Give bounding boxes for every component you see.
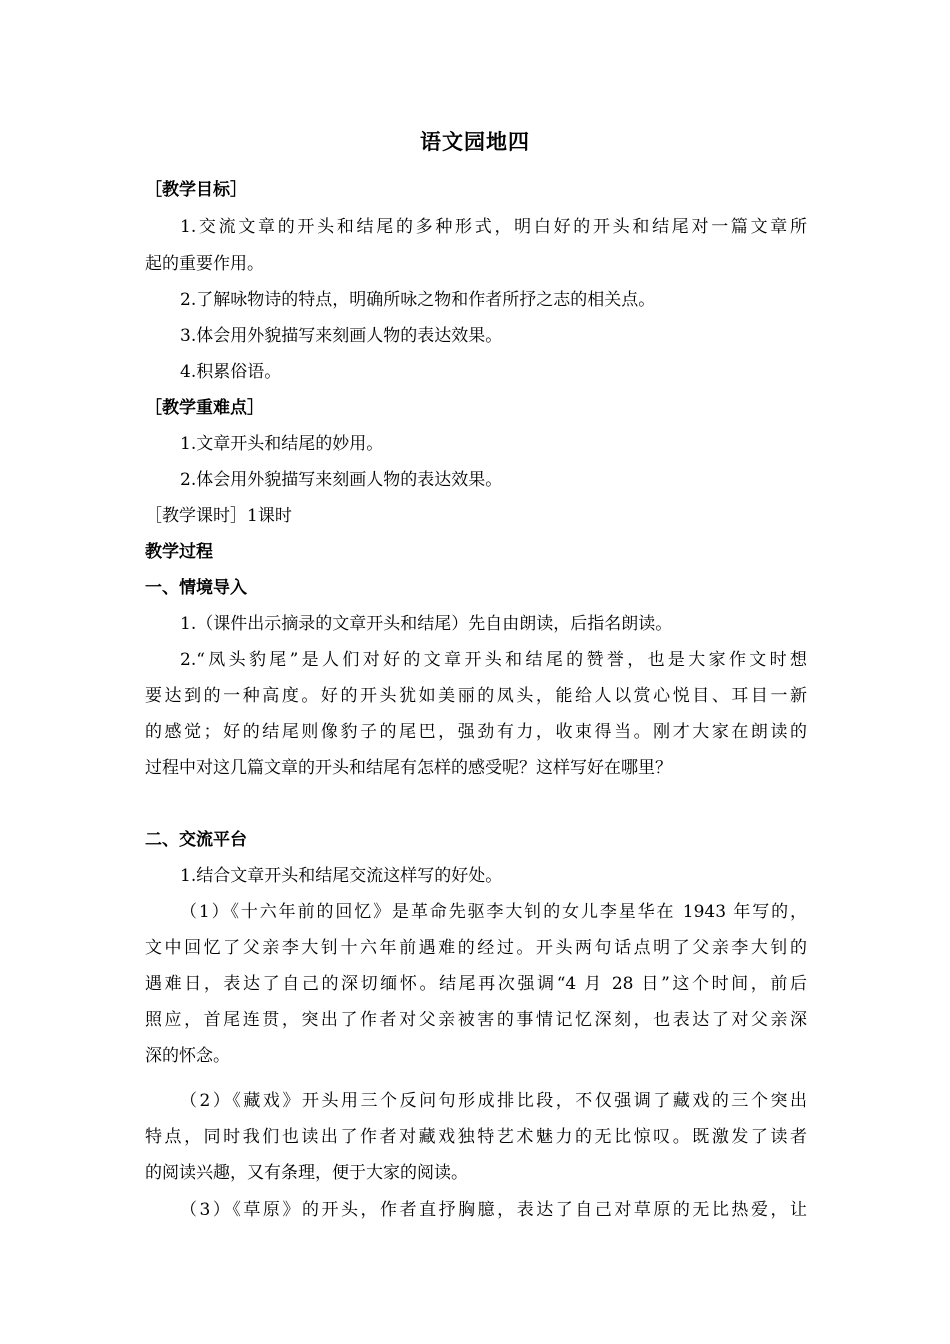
section-2-item-2-line-2: 特点，同时我们也读出了作者对藏戏独特艺术魅力的无比惊叹。既激发了读者 <box>145 1127 807 1147</box>
section-2-item-1-line-2: 文中回忆了父亲李大钊十六年前遇难的经过。开头两句话点明了父亲李大钊的 <box>145 938 807 958</box>
section-2-paragraph-1: 1.结合文章开头和结尾交流这样写的好处。 <box>180 866 503 886</box>
section-2-item-2-line-3: 的阅读兴趣，又有条理，便于大家的阅读。 <box>145 1163 468 1183</box>
section-2-item-1-line-3: 遇难日，表达了自己的深切缅怀。结尾再次强调“4 月 28 日”这个时间，前后 <box>145 974 807 994</box>
goal-1-line-2: 起的重要作用。 <box>145 254 264 274</box>
key-points-heading: ［教学重难点］ <box>145 398 264 418</box>
section-2-item-1-line-4: 照应，首尾连贯，突出了作者对父亲被害的事情记忆深刻，也表达了对父亲深 <box>145 1010 807 1030</box>
document-title: 语文园地四 <box>420 129 530 154</box>
section-1-paragraph-1: 1.（课件出示摘录的文章开头和结尾）先自由朗读，后指名朗读。 <box>180 614 673 634</box>
goal-4: 4.积累俗语。 <box>180 362 282 382</box>
section-1-paragraph-2-line-1: 2.“凤头豹尾”是人们对好的文章开头和结尾的赞誉，也是大家作文时想 <box>180 650 807 670</box>
section-2-item-2-line-1: （2）《藏戏》开头用三个反问句形成排比段，不仅强调了藏戏的三个突出 <box>180 1091 807 1111</box>
goal-3: 3.体会用外貌描写来刻画人物的表达效果。 <box>180 326 503 346</box>
goal-1-line-1: 1.交流文章的开头和结尾的多种形式，明白好的开头和结尾对一篇文章所 <box>180 217 807 237</box>
key-point-1: 1.文章开头和结尾的妙用。 <box>180 434 384 454</box>
section-2-item-3-line-1: （3）《草原》的开头，作者直抒胸臆，表达了自己对草原的无比热爱，让 <box>180 1200 807 1220</box>
class-hours: ［教学课时］1课时 <box>145 506 292 526</box>
goal-2: 2.了解咏物诗的特点，明确所咏之物和作者所抒之志的相关点。 <box>180 290 656 310</box>
section-1-heading: 一、情境导入 <box>145 578 247 598</box>
goals-heading: ［教学目标］ <box>145 180 247 200</box>
section-2-item-1-line-5: 深的怀念。 <box>145 1046 230 1066</box>
section-2-item-1-line-1: （1）《十六年前的回忆》是革命先驱李大钊的女儿李星华在 1943 年写的， <box>180 902 807 922</box>
section-1-paragraph-2-line-4: 过程中对这几篇文章的开头和结尾有怎样的感受呢？这样写好在哪里？ <box>145 758 672 778</box>
section-1-paragraph-2-line-3: 的感觉；好的结尾则像豹子的尾巴，强劲有力，收束得当。刚才大家在朗读的 <box>145 722 807 742</box>
section-1-paragraph-2-line-2: 要达到的一种高度。好的开头犹如美丽的凤头，能给人以赏心悦目、耳目一新 <box>145 686 807 706</box>
process-heading: 教学过程 <box>145 542 213 562</box>
key-point-2: 2.体会用外貌描写来刻画人物的表达效果。 <box>180 470 503 490</box>
section-2-heading: 二、交流平台 <box>145 830 247 850</box>
